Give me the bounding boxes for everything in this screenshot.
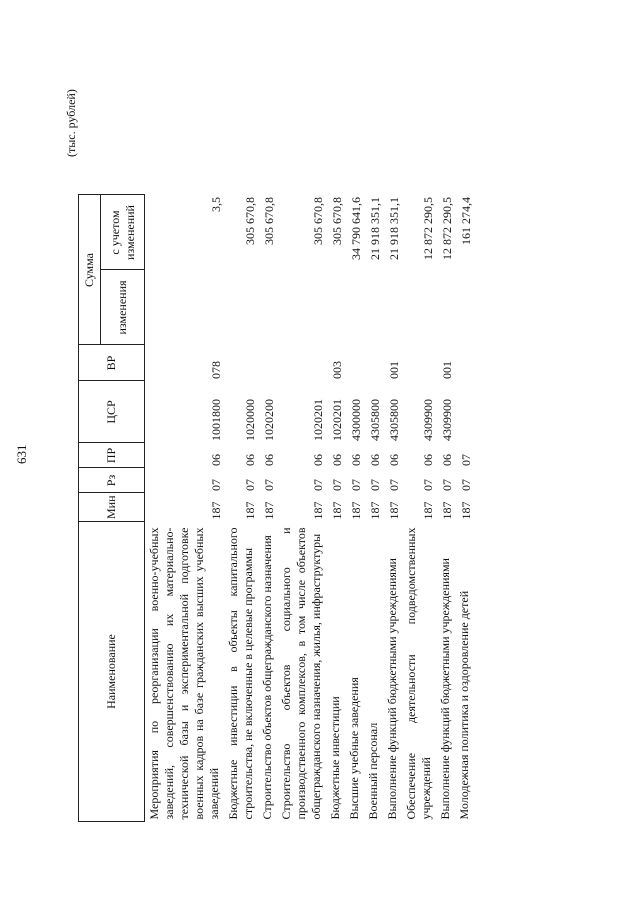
cell-changes bbox=[326, 270, 345, 345]
table-row bbox=[224, 195, 258, 822]
table-header bbox=[79, 195, 145, 822]
cell-name: Строительство объектов общегражданского назначения bbox=[260, 535, 274, 820]
cell-vr bbox=[258, 345, 277, 381]
page-number: 631 bbox=[14, 444, 29, 464]
cell-vr bbox=[364, 345, 383, 381]
cell-pr: 07 bbox=[459, 453, 473, 466]
cell-pr: 06 bbox=[387, 453, 401, 466]
cell-csr: 4305800 bbox=[368, 398, 382, 441]
cell-vr bbox=[455, 345, 474, 381]
cell-min: 187 bbox=[440, 501, 454, 520]
cell-pr: 06 bbox=[330, 453, 344, 466]
cell-vr: 001 bbox=[387, 360, 401, 379]
cell-with-changes: 305 670,8 bbox=[262, 196, 276, 245]
header-changes: изменения bbox=[101, 270, 145, 345]
cell-rz: 07 bbox=[209, 478, 223, 491]
table-row bbox=[383, 195, 402, 822]
cell-csr: 4309900 bbox=[421, 398, 435, 441]
cell-name: Мероприятия по реорганизации военно-учебных заведений, совершенствованию их материально-технической базы и экспериментальной подготовке военных кадров на базе гражданских высших учебных заведений bbox=[147, 527, 221, 820]
cell-name: Строительство объектов социального и производственного комплексов, в том числе объектов общегражданского назначения, жилья, инфраструктуры bbox=[279, 527, 323, 820]
cell-with-changes: 21 918 351,1 bbox=[368, 196, 382, 260]
cell-changes bbox=[364, 270, 383, 345]
cell-csr bbox=[455, 381, 474, 443]
cell-name: Бюджетные инвестиции bbox=[328, 696, 342, 820]
cell-with-changes: 305 670,8 bbox=[330, 196, 344, 245]
table-row bbox=[402, 195, 436, 822]
cell-with-changes: 12 872 290,5 bbox=[421, 196, 435, 260]
cell-changes bbox=[258, 270, 277, 345]
cell-csr: 1020201 bbox=[330, 398, 344, 441]
cell-csr: 1020201 bbox=[311, 398, 325, 441]
cell-name: Высшие учебные заведения bbox=[347, 677, 361, 820]
cell-pr: 06 bbox=[209, 453, 223, 466]
cell-pr: 06 bbox=[243, 453, 257, 466]
cell-vr: 003 bbox=[330, 360, 344, 379]
header-min: Мин bbox=[79, 493, 145, 522]
cell-name: Военный персонал bbox=[366, 722, 380, 820]
header-rz: Рз bbox=[79, 468, 145, 493]
table-row bbox=[455, 195, 474, 822]
cell-csr: 4300000 bbox=[349, 398, 363, 441]
table-row bbox=[436, 195, 455, 822]
cell-pr: 06 bbox=[440, 453, 454, 466]
cell-with-changes: 3,5 bbox=[209, 196, 223, 212]
cell-rz: 07 bbox=[368, 478, 382, 491]
cell-csr: 4305800 bbox=[387, 398, 401, 441]
table-body bbox=[145, 195, 475, 822]
cell-with-changes: 34 790 641,6 bbox=[349, 196, 363, 260]
cell-pr: 06 bbox=[262, 453, 276, 466]
cell-csr: 1001800 bbox=[209, 398, 223, 441]
table-row bbox=[326, 195, 345, 822]
cell-rz: 07 bbox=[243, 478, 257, 491]
cell-min: 187 bbox=[421, 501, 435, 520]
cell-vr bbox=[345, 345, 364, 381]
cell-with-changes: 305 670,8 bbox=[311, 196, 325, 245]
cell-pr: 06 bbox=[349, 453, 363, 466]
cell-with-changes: 161 274,4 bbox=[459, 196, 473, 245]
header-name: Наименование bbox=[79, 522, 145, 822]
cell-changes bbox=[145, 270, 225, 345]
header-csr: ЦСР bbox=[79, 381, 145, 443]
cell-rz: 07 bbox=[440, 478, 454, 491]
header-sum: Сумма bbox=[79, 195, 101, 345]
cell-name: Бюджетные инвестиции в объекты капитального строительства, не включенные в целевые программы bbox=[226, 527, 255, 820]
cell-name: Выполнение функций бюджетными учреждениями bbox=[438, 558, 452, 820]
cell-changes bbox=[345, 270, 364, 345]
table-row bbox=[258, 195, 277, 822]
cell-min: 187 bbox=[209, 501, 223, 520]
cell-csr: 4309900 bbox=[440, 398, 454, 441]
header-with-changes: с учетом изменений bbox=[101, 195, 145, 270]
cell-pr: 06 bbox=[368, 453, 382, 466]
cell-changes bbox=[402, 270, 436, 345]
cell-rz: 07 bbox=[262, 478, 276, 491]
cell-rz: 07 bbox=[387, 478, 401, 491]
units-label: (тыс. рублей) bbox=[64, 89, 78, 157]
cell-vr: 078 bbox=[209, 360, 223, 379]
table-row bbox=[364, 195, 383, 822]
cell-min: 187 bbox=[330, 501, 344, 520]
cell-rz: 07 bbox=[459, 478, 473, 491]
cell-min: 187 bbox=[349, 501, 363, 520]
cell-rz: 07 bbox=[349, 478, 363, 491]
cell-rz: 07 bbox=[421, 478, 435, 491]
cell-rz: 07 bbox=[330, 478, 344, 491]
cell-min: 187 bbox=[311, 501, 325, 520]
cell-name: Обеспечение деятельности подведомственных учреждений bbox=[404, 527, 433, 820]
header-vr: ВР bbox=[79, 345, 145, 381]
cell-with-changes: 305 670,8 bbox=[243, 196, 257, 245]
cell-with-changes: 21 918 351,1 bbox=[387, 196, 401, 260]
cell-with-changes: 12 872 290,5 bbox=[440, 196, 454, 260]
cell-changes bbox=[436, 270, 455, 345]
cell-vr bbox=[402, 345, 436, 381]
cell-name: Молодежная политика и оздоровление детей bbox=[457, 590, 471, 820]
cell-min: 187 bbox=[387, 501, 401, 520]
cell-changes bbox=[383, 270, 402, 345]
cell-csr: 1020000 bbox=[243, 398, 257, 441]
header-pr: ПР bbox=[79, 443, 145, 468]
cell-rz: 07 bbox=[311, 478, 325, 491]
cell-changes bbox=[224, 270, 258, 345]
cell-min: 187 bbox=[459, 501, 473, 520]
cell-min: 187 bbox=[368, 501, 382, 520]
cell-changes bbox=[455, 270, 474, 345]
cell-min: 187 bbox=[243, 501, 257, 520]
cell-min: 187 bbox=[262, 501, 276, 520]
cell-vr bbox=[224, 345, 258, 381]
table-row bbox=[277, 195, 326, 822]
cell-name: Выполнение функций бюджетными учреждениями bbox=[385, 558, 399, 820]
cell-changes bbox=[277, 270, 326, 345]
cell-pr: 06 bbox=[311, 453, 325, 466]
cell-csr: 1020200 bbox=[262, 398, 276, 441]
table-row bbox=[345, 195, 364, 822]
budget-table bbox=[78, 194, 474, 822]
cell-vr: 001 bbox=[440, 360, 454, 379]
cell-vr bbox=[277, 345, 326, 381]
cell-pr: 06 bbox=[421, 453, 435, 466]
table-row bbox=[145, 195, 225, 822]
